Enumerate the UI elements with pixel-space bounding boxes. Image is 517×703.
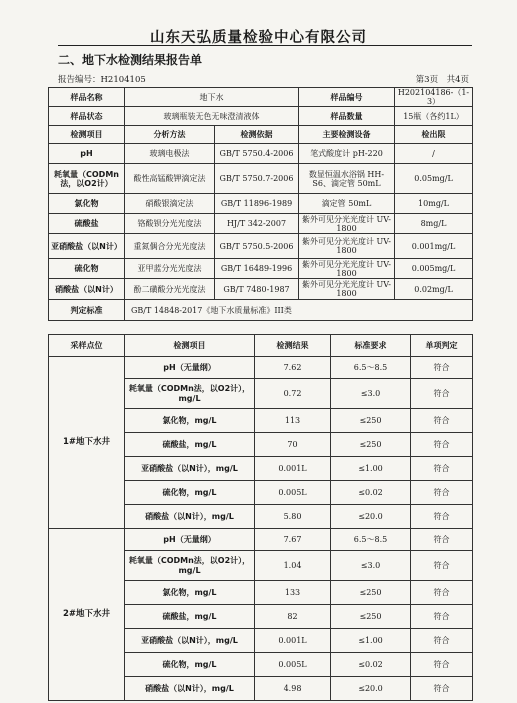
result-header-point: 采样点位 xyxy=(49,335,125,357)
method-name: 酚二磺酸分光光度法 xyxy=(125,279,215,300)
method-equipment: 紫外可见分光光度计 UV-1800 xyxy=(299,234,395,259)
result-header-requirement: 标准要求 xyxy=(331,335,411,357)
method-equipment: 数显恒温水浴锅 HH-S6、滴定管 50mL xyxy=(299,164,395,194)
method-row xyxy=(49,144,473,164)
method-limit: / xyxy=(395,144,473,164)
method-basis: GB/T 5750.5-2006 xyxy=(215,234,299,259)
result-item: 耗氧量（CODMn法，以O2计），mg/L xyxy=(125,551,255,581)
method-header-equipment: 主要检测设备 xyxy=(299,126,395,144)
method-name: 玻璃电极法 xyxy=(125,144,215,164)
section-title: 二、地下水检测结果报告单 xyxy=(58,53,203,67)
result-requirement: ≤20.0 xyxy=(331,505,411,529)
method-item: 硫化物 xyxy=(49,259,125,279)
result-requirement: ≤0.02 xyxy=(331,481,411,505)
method-name: 酸性高锰酸钾滴定法 xyxy=(125,164,215,194)
result-item: 氯化物，mg/L xyxy=(125,409,255,433)
standard-value: GB/T 14848-2017《地下水质量标准》III类 xyxy=(125,300,473,321)
result-item: 硫酸盐，mg/L xyxy=(125,605,255,629)
result-header-result: 检测结果 xyxy=(255,335,331,357)
method-equipment: 紫外可见分光光度计 UV-1800 xyxy=(299,259,395,279)
result-value: 133 xyxy=(255,581,331,605)
result-judgement: 符合 xyxy=(411,529,473,551)
method-limit: 0.005mg/L xyxy=(395,259,473,279)
method-header-basis: 检测依据 xyxy=(215,126,299,144)
result-item: 硝酸盐（以N计），mg/L xyxy=(125,505,255,529)
result-header-judgement: 单项判定 xyxy=(411,335,473,357)
method-header-row xyxy=(49,126,473,144)
method-equipment: 紫外可见分光光度计 UV-1800 xyxy=(299,279,395,300)
sample-number-label: 样品编号 xyxy=(299,88,395,107)
result-value: 0.001L xyxy=(255,457,331,481)
method-item: 硝酸盐（以N计） xyxy=(49,279,125,300)
result-judgement: 符合 xyxy=(411,677,473,701)
method-item: 硫酸盐 xyxy=(49,214,125,234)
result-judgement: 符合 xyxy=(411,551,473,581)
result-requirement: ≤0.02 xyxy=(331,653,411,677)
report-number: 报告编号：H2104105 xyxy=(58,75,146,85)
result-requirement: ≤3.0 xyxy=(331,379,411,409)
result-requirement: ≤3.0 xyxy=(331,551,411,581)
page-number: 第3页 共4页 xyxy=(415,75,469,85)
result-item: 耗氧量（CODMn法，以O2计），mg/L xyxy=(125,379,255,409)
result-value: 0.72 xyxy=(255,379,331,409)
sample-status-label: 样品状态 xyxy=(49,107,125,126)
method-limit: 0.02mg/L xyxy=(395,279,473,300)
sample-qty: 15瓶（各约1L） xyxy=(395,107,473,126)
result-item: 亚硝酸盐（以N计），mg/L xyxy=(125,457,255,481)
method-header-method: 分析方法 xyxy=(125,126,215,144)
result-value: 82 xyxy=(255,605,331,629)
result-requirement: ≤20.0 xyxy=(331,677,411,701)
method-basis: HJ/T 342-2007 xyxy=(215,214,299,234)
sample-status: 玻璃瓶装无色无味澄清液体 xyxy=(125,107,299,126)
result-judgement: 符合 xyxy=(411,581,473,605)
method-limit: 10mg/L xyxy=(395,194,473,214)
result-value: 5.80 xyxy=(255,505,331,529)
result-requirement: ≤250 xyxy=(331,581,411,605)
method-name: 亚甲蓝分光光度法 xyxy=(125,259,215,279)
result-judgement: 符合 xyxy=(411,653,473,677)
sample-row-2 xyxy=(49,107,473,126)
method-basis: GB/T 16489-1996 xyxy=(215,259,299,279)
sampling-point: 1#地下水井 xyxy=(49,357,125,529)
method-basis: GB/T 5750.4-2006 xyxy=(215,144,299,164)
method-basis: GB/T 11896-1989 xyxy=(215,194,299,214)
result-requirement: 6.5～8.5 xyxy=(331,357,411,379)
result-judgement: 符合 xyxy=(411,481,473,505)
standard-row xyxy=(49,300,473,321)
header-divider xyxy=(58,45,472,46)
result-row xyxy=(49,357,473,379)
method-row xyxy=(49,234,473,259)
result-judgement: 符合 xyxy=(411,357,473,379)
method-basis: GB/T 7480-1987 xyxy=(215,279,299,300)
results-table xyxy=(48,334,473,701)
method-row xyxy=(49,194,473,214)
method-name: 铬酸钡分光光度法 xyxy=(125,214,215,234)
method-body xyxy=(49,144,473,300)
sample-number: H202104186-（1-3） xyxy=(395,88,473,107)
method-name: 硝酸银滴定法 xyxy=(125,194,215,214)
result-value: 0.001L xyxy=(255,629,331,653)
result-requirement: ≤250 xyxy=(331,409,411,433)
method-equipment: 笔式酸度计 pH-220 xyxy=(299,144,395,164)
result-value: 4.98 xyxy=(255,677,331,701)
method-item: 亚硝酸盐（以N计） xyxy=(49,234,125,259)
sample-name: 地下水 xyxy=(125,88,299,107)
method-row xyxy=(49,164,473,194)
result-requirement: 6.5～8.5 xyxy=(331,529,411,551)
result-body xyxy=(49,357,473,701)
result-value: 113 xyxy=(255,409,331,433)
method-limit: 8mg/L xyxy=(395,214,473,234)
sample-row-1 xyxy=(49,88,473,107)
method-limit: 0.001mg/L xyxy=(395,234,473,259)
result-item: pH（无量纲） xyxy=(125,529,255,551)
method-name: 重氮偶合分光光度法 xyxy=(125,234,215,259)
standard-label: 判定标准 xyxy=(49,300,125,321)
result-judgement: 符合 xyxy=(411,457,473,481)
result-row xyxy=(49,529,473,551)
result-judgement: 符合 xyxy=(411,605,473,629)
result-item: 硝酸盐（以N计），mg/L xyxy=(125,677,255,701)
sampling-point: 2#地下水井 xyxy=(49,529,125,701)
sample-method-table xyxy=(48,87,473,321)
result-requirement: ≤250 xyxy=(331,605,411,629)
result-header-item: 检测项目 xyxy=(125,335,255,357)
result-item: 硫化物，mg/L xyxy=(125,653,255,677)
result-item: 氯化物，mg/L xyxy=(125,581,255,605)
method-item: 氯化物 xyxy=(49,194,125,214)
result-value: 0.005L xyxy=(255,653,331,677)
method-row xyxy=(49,214,473,234)
result-judgement: 符合 xyxy=(411,629,473,653)
method-item: 耗氧量（CODMn法，以O2计） xyxy=(49,164,125,194)
method-row xyxy=(49,259,473,279)
result-value: 1.04 xyxy=(255,551,331,581)
result-judgement: 符合 xyxy=(411,505,473,529)
result-item: 亚硝酸盐（以N计），mg/L xyxy=(125,629,255,653)
method-item: pH xyxy=(49,144,125,164)
sample-qty-label: 样品数量 xyxy=(299,107,395,126)
result-judgement: 符合 xyxy=(411,433,473,457)
method-header-item: 检测项目 xyxy=(49,126,125,144)
result-requirement: ≤1.00 xyxy=(331,457,411,481)
method-basis: GB/T 5750.7-2006 xyxy=(215,164,299,194)
result-item: 硫酸盐，mg/L xyxy=(125,433,255,457)
result-requirement: ≤250 xyxy=(331,433,411,457)
result-value: 7.62 xyxy=(255,357,331,379)
method-row xyxy=(49,279,473,300)
sample-name-label: 样品名称 xyxy=(49,88,125,107)
result-item: pH（无量纲） xyxy=(125,357,255,379)
result-value: 7.67 xyxy=(255,529,331,551)
method-header-limit: 检出限 xyxy=(395,126,473,144)
result-judgement: 符合 xyxy=(411,409,473,433)
result-header-row xyxy=(49,335,473,357)
result-value: 70 xyxy=(255,433,331,457)
method-equipment: 滴定管 50mL xyxy=(299,194,395,214)
result-value: 0.005L xyxy=(255,481,331,505)
method-limit: 0.05mg/L xyxy=(395,164,473,194)
result-judgement: 符合 xyxy=(411,379,473,409)
method-equipment: 紫外可见分光光度计 UV-1800 xyxy=(299,214,395,234)
result-requirement: ≤1.00 xyxy=(331,629,411,653)
company-name: 山东天弘质量检验中心有限公司 xyxy=(150,30,367,46)
result-item: 硫化物，mg/L xyxy=(125,481,255,505)
